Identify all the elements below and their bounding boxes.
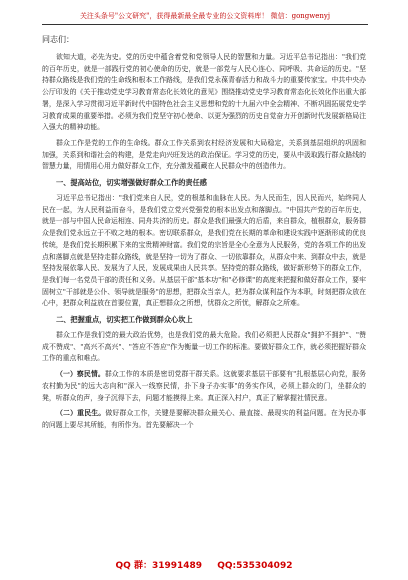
section-heading: 一、提高站位，切实增强做好群众工作的责任感	[56, 178, 207, 188]
paragraph: 习近平总书记指出："我们党来自人民，党的根基和血脉在人民。为人民而生，因人民而兴，始终同人民在一起，为人民利益而奋斗，是我们党立党兴党强党的根本出发点和落脚点。"中国共产党的百年历史，就是一部与中国人民命运相连、同舟共济的历史。群众是我们最强大的后盾，来自群众，植根群众，服务群众是我们党永远立于不败之地的根本。密切联系群众，是我们党在长期的革命和建设实践中逐渐形成的优良传统，是我们党长期积累下来的宝贵精神财富。我们党的宗旨是全心全意为人民服务，党的各项工作的出发点和落脚点就是坚持走群众路线，就是坚持一切为了群众、一切依靠群众，从群众中来、到群众中去，就是坚持发展依靠人民、发展为了人民，发展成果由人民共享。坚持党的群众路线，做好新形势下的群众工作，是我们每一名党员干部的责任和义务。从基层干部"基本功"和"必修课"的高度来把握和做好群众工作，要牢固树立"干部就是公仆、领导就是服务"的思想，把群众当亲人，把为群众谋利益作为本职，时刻把群众放在心中，把群众利益放在首要位置，真正想群众之所想，忧群众之所忧，解群众之所难。	[42, 194, 366, 308]
footer-qq-group: QQ 群：31991489	[115, 561, 203, 571]
salutation: 同志们：	[42, 35, 74, 44]
section-heading: 二、把握重点，切实把工作做到群众心坎上	[56, 315, 193, 325]
subsection-text: 群众工作的本质是密切党群干群关系。这就要求基层干部要有"扎根基层心向党，服务农村勤为民"的远大志向和"深入一线察民情，扑下身子办实事"的务实作风，必须上群众的门，坐群众的凳，听群众的声，身子沉得下去，问题才能摸得上来。真正深入村户，真正了解掌握社情民意。	[42, 370, 367, 402]
subsection-text: 做好群众工作，关键是要解决群众最关心、最直接、最现实的利益问题。在为民办事的问题上要尽其所能，有所作为。首先要解决一个	[42, 409, 366, 429]
footer-contact	[0, 559, 408, 573]
subsection-paragraph	[42, 369, 366, 404]
paragraph: 欲知大道，必先为史。党的历史中蕴含着党和党领导人民的智慧和力量。习近平总书记指出："我们党的百年历史，就是一部践行党的初心使命的历史，就是一部党与人民心连心、同呼吸、共命运的历史。"坚持群众路线是我们党的生命线和根本工作路线，是我们党永葆青春活力和战斗力的重要传家宝。中共中央办公厅印发的《关于推动党史学习教育常态化长效化的意见》围绕推动党史学习教育常态化长效化作出重大部署，是深入学习贯彻习近平新时代中国特色社会主义思想和党的十九届六中全会精神、不断巩固拓展党史学习教育成果的重要举措。必须为我们党坚守初心使命、以更为强烈的历史自觉奋力开创新时代发展新格局注入强大的精神动能。	[42, 53, 366, 132]
document-body	[42, 34, 366, 436]
footer-qq-number: QQ:535304092	[217, 561, 293, 571]
subsection-paragraph	[42, 408, 366, 431]
banner-text: 关注头条号"公文研究"，获得最新最全最专业的公文资料库！ 微信：gongwenyj	[79, 12, 331, 20]
subsection-lead: （一）察民情。	[56, 370, 105, 379]
paragraph: 群众工作是党的工作的生命线。群众工作关系到农村经济发展和大局稳定，关系到基层组织的巩固和加强，关系到和谐社会的构建，是党走向兴旺发达的政治保证。学习党的历史，要从中汲取践行群众路线的智慧力量，用情用心用力做好群众工作，充分激发蕴藏在人民群众中的创造伟力。	[42, 138, 366, 171]
subsection-lead: （二）重民生。	[56, 409, 106, 418]
top-banner	[42, 8, 368, 25]
paragraph: 群众工作是我们党的最大政治优势，也是我们党的最大危险。我们必须把人民群众"拥护不拥护"、"赞成不赞成"、"高兴不高兴"、"答应不答应"作为衡量一切工作的标准。要做好群众工作，就必须把握好群众工作的重点和难点。	[42, 331, 366, 363]
